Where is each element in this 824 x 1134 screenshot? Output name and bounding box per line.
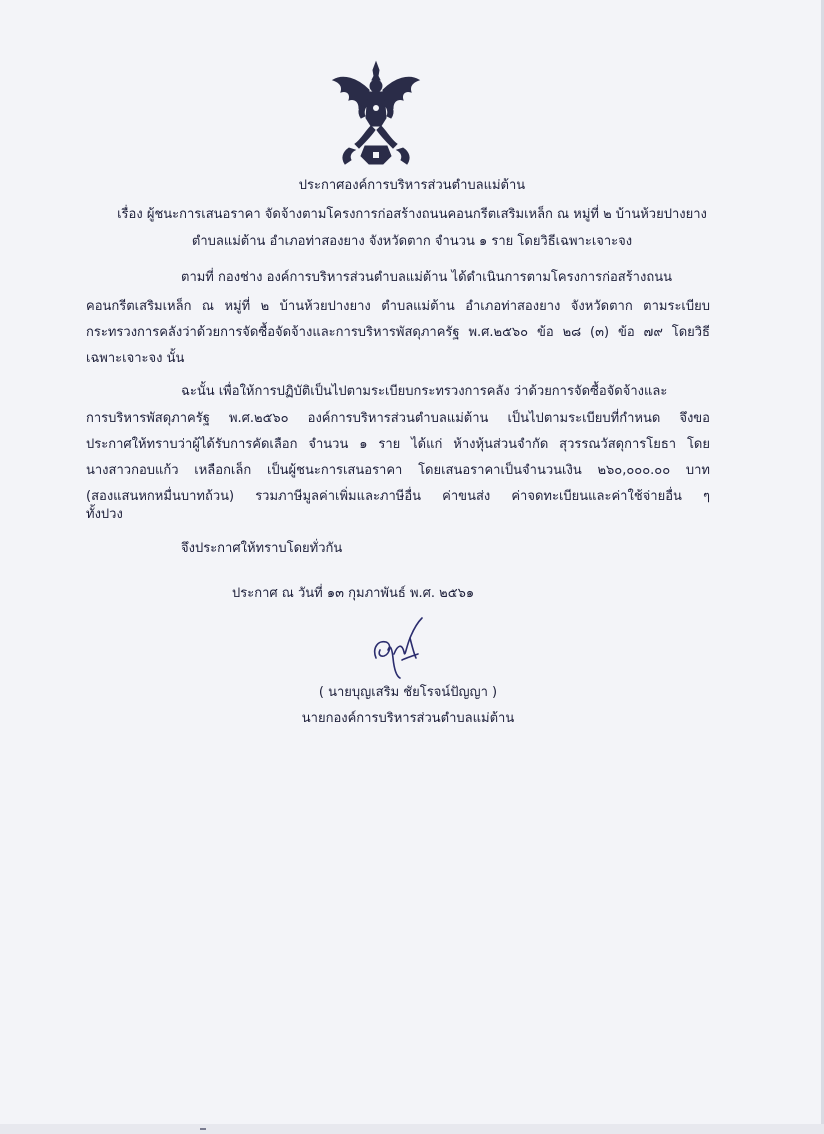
paragraph-1-line-1: ตามที่ กองช่าง องค์การบริหารส่วนตำบลแม่ต้าน ได้ดำเนินการตามโครงการก่อสร้างถนน xyxy=(181,270,672,285)
page-edge-bottom xyxy=(0,1124,824,1134)
garuda-emblem-icon xyxy=(329,60,423,170)
paragraph-2-line-1: ฉะนั้น เพื่อให้การปฏิบัติเป็นไปตามระเบียบกระทรวงการคลัง ว่าด้วยการจัดซื้อจัดจ้างและ xyxy=(181,384,668,399)
paragraph-1-line-3: กระทรวงการคลังว่าด้วยการจัดซื้อจัดจ้างและการบริหารพัสดุภาครัฐ พ.ศ.๒๕๖๐ ข้อ ๒๘ (๓) ข้อ ๗๙ โดยวิธี xyxy=(86,325,710,340)
subject-line-2: ตำบลแม่ต้าน อำเภอท่าสองยาง จังหวัดตาก จำนวน ๑ ราย โดยวิธีเฉพาะเจาะจง xyxy=(191,234,633,249)
paragraph-2-line-2: การบริหารพัสดุภาครัฐ พ.ศ.๒๕๖๐ องค์การบริหารส่วนตำบลแม่ต้าน เป็นไปตามระเบียบที่กำหนด จึงขอ xyxy=(86,411,710,426)
signatory-name: ( นายบุญเสริม ชัยโรจน์ปัญญา ) xyxy=(318,685,498,700)
closing-statement: จึงประกาศให้ทราบโดยทั่วกัน xyxy=(181,541,343,556)
announcement-title: ประกาศองค์การบริหารส่วนตำบลแม่ต้าน xyxy=(298,178,526,193)
paragraph-2-line-6: ทั้งปวง xyxy=(86,507,123,522)
scan-mark xyxy=(200,1128,206,1130)
paragraph-1-line-2: คอนกรีตเสริมเหล็ก ณ หมู่ที่ ๒ บ้านห้วยปางยาง ตำบลแม่ต้าน อำเภอท่าสองยาง จังหวัดตาก ตามระเบียบ xyxy=(86,299,710,314)
paragraph-2-line-4: นางสาวกอบแก้ว เหลือกเล็ก เป็นผู้ชนะการเสนอราคา โดยเสนอราคาเป็นจำนวนเงิน ๒๖๐,๐๐๐.๐๐ บาท xyxy=(86,463,710,478)
subject-line-1: เรื่อง ผู้ชนะการเสนอราคา จัดจ้างตามโครงการก่อสร้างถนนคอนกรีตเสริมเหล็ก ณ หมู่ที่ ๒ บ้านห้วยปางยาง xyxy=(117,207,707,222)
handwritten-signature xyxy=(366,614,436,684)
paragraph-2-line-5: (สองแสนหกหมื่นบาทถ้วน) รวมภาษีมูลค่าเพิ่มและภาษีอื่น ค่าขนส่ง ค่าจดทะเบียนและค่าใช้จ่ายอื่น ๆ xyxy=(86,489,710,504)
paragraph-1-line-4: เฉพาะเจาะจง นั้น xyxy=(86,351,185,366)
announcement-date: ประกาศ ณ วันที่ ๑๓ กุมภาพันธ์ พ.ศ. ๒๕๖๑ xyxy=(232,586,475,601)
signatory-position: นายกองค์การบริหารส่วนตำบลแม่ต้าน xyxy=(301,711,515,726)
paragraph-2-line-3: ประกาศให้ทราบว่าผู้ได้รับการคัดเลือก จำนวน ๑ ราย ได้แก่ ห้างหุ้นส่วนจำกัด สุวรรณวัสดุการโยธา โดย xyxy=(86,437,710,452)
